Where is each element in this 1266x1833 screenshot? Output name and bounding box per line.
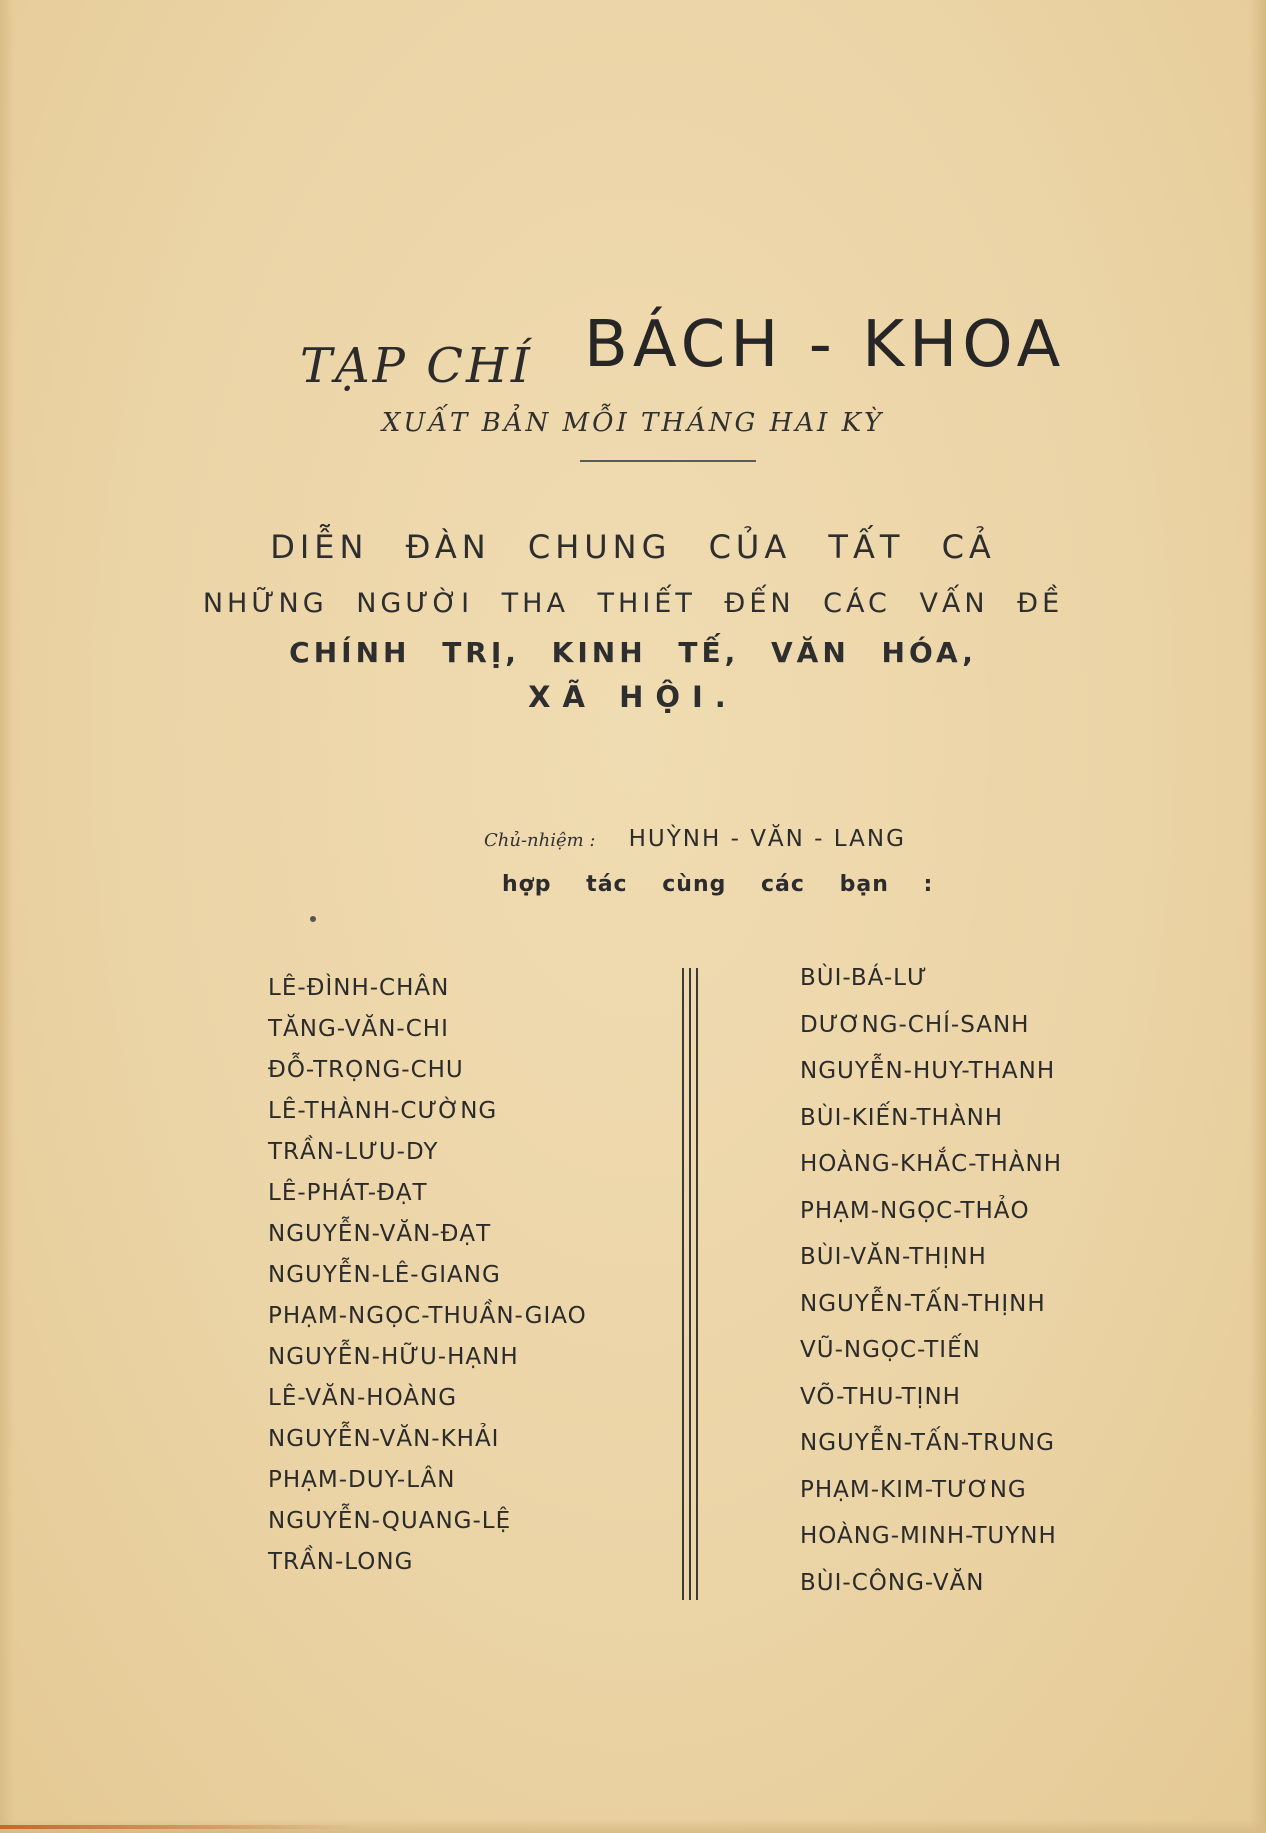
collaborators-left-column [268,968,587,1583]
collaborator-name: NGUYỄN-TẤN-THỊNH [800,1290,1046,1317]
collaborator-name: BÙI-VĂN-THỊNH [800,1244,987,1270]
bottom-stain [0,1825,360,1829]
paper-edge-right [1250,0,1266,1833]
motto-line-3: CHÍNH TRỊ, KINH TẾ, VĂN HÓA, [289,636,977,669]
editor-label: Chủ-nhiệm : [484,830,596,851]
collaborator-name: BÙI-BÁ-LƯ [800,965,928,991]
collaborator-name: LÊ-PHÁT-ĐẠT [268,1180,428,1206]
motto-line-2: NHỮNG NGƯỜI THA THIẾT ĐẾN CÁC VẤN ĐỀ [202,588,1064,619]
collaborator-name: NGUYỄN-VĂN-ĐẠT [268,1221,492,1247]
collaborators-right-column [800,955,1062,1606]
collaborator-name: BÙI-KIẾN-THÀNH [800,1104,1004,1131]
column-divider-line [696,968,698,1600]
collaborator-name: PHẠM-NGỌC-THUẦN-GIAO [268,1303,587,1329]
collaborators-heading: hợp tác cùng các bạn : [502,872,934,897]
collaborator-name: NGUYỄN-TẤN-TRUNG [800,1430,1055,1456]
masthead-title: BÁCH - KHOA [584,308,1066,382]
collaborator-name: NGUYỄN-LÊ-GIANG [268,1262,501,1288]
collaborator-name: HOÀNG-MINH-TUYNH [800,1523,1057,1549]
ink-speck [310,916,316,922]
collaborator-name: NGUYỄN-HUY-THANH [800,1058,1056,1084]
collaborator-name: LÊ-THÀNH-CƯỜNG [268,1098,498,1124]
collaborator-name: LÊ-VĂN-HOÀNG [268,1385,458,1411]
editor-line [484,826,984,866]
collaborator-name: TĂNG-VĂN-CHI [268,1016,449,1042]
motto-line-1: DIỄN ĐÀN CHUNG CỦA TẤT CẢ [270,528,996,566]
column-divider-line [682,968,684,1600]
motto-line-4: XÃ HỘI. [528,680,738,714]
collaborator-name: PHẠM-KIM-TƯƠNG [800,1476,1027,1503]
collaborator-name: NGUYỄN-HỮU-HẠNH [268,1344,519,1370]
paper-edge-left [0,0,14,1833]
collaborator-name: NGUYỄN-VĂN-KHẢI [268,1426,500,1452]
collaborator-name: VÕ-THU-TỊNH [800,1383,961,1410]
collaborator-name: NGUYỄN-QUANG-LỆ [268,1508,512,1534]
collaborator-name: PHẠM-DUY-LÂN [268,1467,456,1493]
publication-frequency: XUẤT BẢN MỖI THÁNG HAI KỲ [381,408,885,438]
collaborator-name: LÊ-ĐÌNH-CHÂN [268,975,450,1001]
collaborator-name: VŨ-NGỌC-TIẾN [800,1337,981,1363]
collaborator-name: BÙI-CÔNG-VĂN [800,1569,985,1596]
collaborator-name: HOÀNG-KHẮC-THÀNH [800,1151,1062,1177]
title-divider [580,460,756,462]
editor-name: HUỲNH - VĂN - LANG [628,826,906,852]
collaborator-name: DƯƠNG-CHÍ-SANH [800,1011,1030,1038]
collaborator-name: ĐỖ-TRỌNG-CHU [268,1057,464,1083]
collaborator-name: TRẦN-LƯU-DY [268,1139,439,1165]
collaborator-name: TRẦN-LONG [268,1549,414,1575]
masthead-prefix: TẠP CHÍ [300,338,533,394]
column-divider-line [689,968,691,1600]
masthead [300,308,1080,398]
collaborator-name: PHẠM-NGỌC-THẢO [800,1197,1030,1224]
